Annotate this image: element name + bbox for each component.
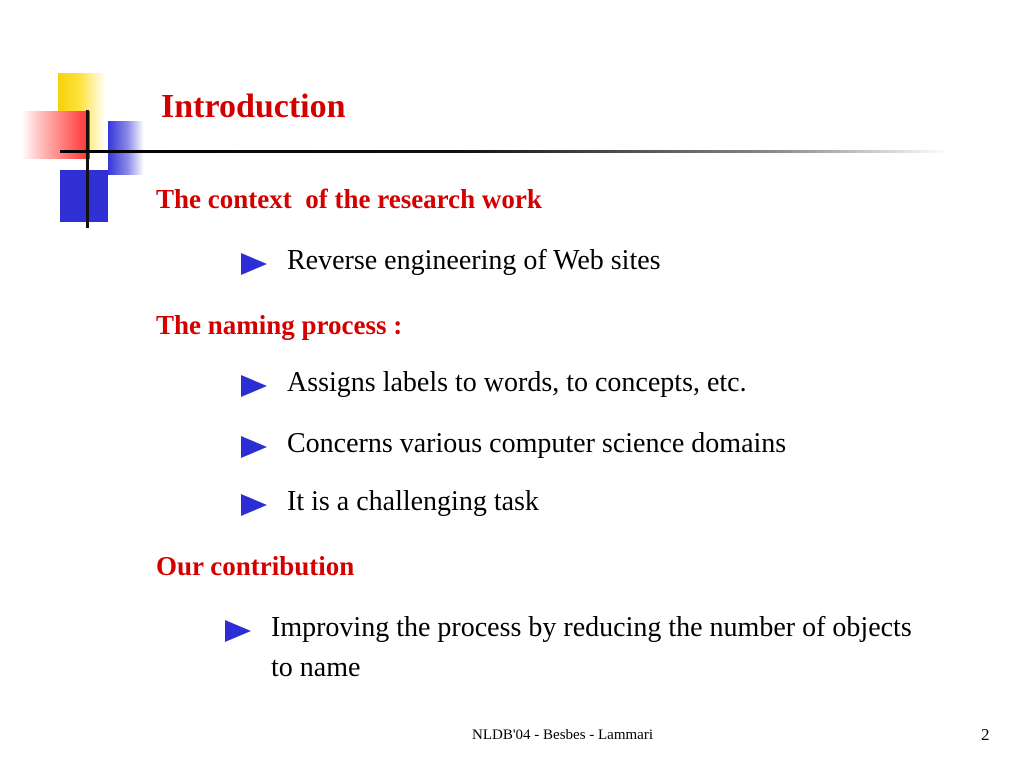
section-heading-naming: The naming process : — [156, 310, 403, 340]
bullet-text: Concerns various computer science domains — [287, 428, 787, 459]
bullet-item — [241, 488, 539, 522]
page-number: 2 — [981, 725, 990, 744]
right-triangle-arrow-icon — [241, 436, 267, 458]
bullet-text: Reverse engineering of Web sites — [287, 245, 661, 276]
bullet-item — [241, 247, 661, 281]
bullet-text: It is a challenging task — [287, 486, 539, 517]
slide-title: Introduction — [161, 88, 346, 125]
deco-vertical-line — [86, 110, 89, 228]
right-triangle-arrow-icon — [225, 620, 251, 642]
right-triangle-arrow-icon — [241, 375, 267, 397]
deco-blue-small-block — [108, 121, 144, 175]
bullet-item — [241, 430, 786, 464]
bullet-item — [225, 614, 925, 688]
bullet-item — [241, 369, 747, 403]
bullet-text: Assigns labels to words, to concepts, etc. — [287, 367, 747, 398]
bullet-text: Improving the process by reducing the number of objects to name — [271, 612, 912, 683]
section-heading-contribution: Our contribution — [156, 551, 355, 581]
deco-blue-big-block — [60, 170, 108, 222]
title-underline — [60, 150, 950, 153]
right-triangle-arrow-icon — [241, 253, 267, 275]
slide-footer: NLDB'04 - Besbes - Lammari — [472, 727, 653, 743]
right-triangle-arrow-icon — [241, 494, 267, 516]
section-heading-context: The context of the research work — [156, 184, 542, 214]
